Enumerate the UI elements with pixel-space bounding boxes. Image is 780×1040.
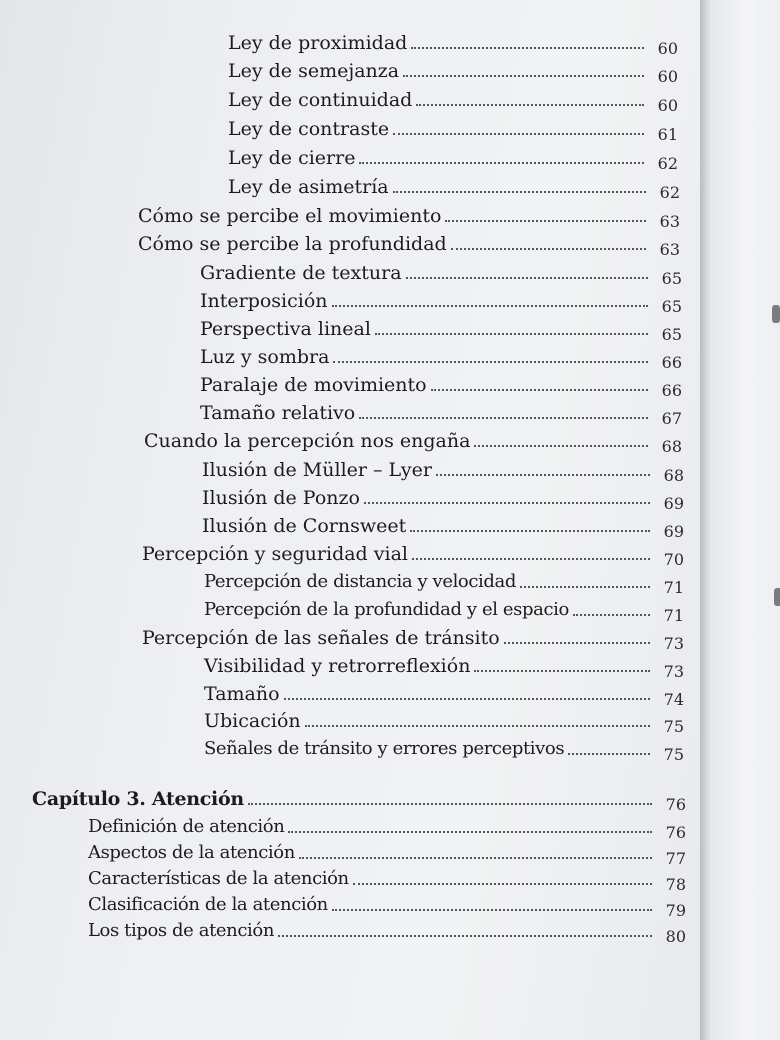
dot-leader: [278, 935, 652, 937]
dot-leader: [416, 104, 644, 106]
toc-entry-page: 63: [659, 240, 680, 259]
toc-entry-page: 77: [665, 849, 686, 868]
toc-entry-label: Aspectos de la atención: [88, 842, 295, 863]
dot-leader: [412, 558, 650, 560]
toc-entry-label: Señales de tránsito y errores perceptivos: [204, 738, 565, 759]
dot-leader: [332, 909, 652, 911]
toc-entry: [202, 485, 684, 513]
toc-entry: [200, 288, 682, 316]
toc-entry-page: 69: [663, 494, 684, 513]
toc-entry-page: 78: [665, 875, 686, 894]
toc-entry-label: Ilusión de Müller – Lyer: [202, 459, 432, 481]
toc-entry: [228, 116, 678, 144]
bleed-mark: [772, 305, 780, 323]
dot-leader: [410, 530, 650, 532]
toc-entry-page: 80: [665, 927, 686, 946]
toc-entry-page: 71: [663, 606, 684, 625]
toc-entry-label: Percepción de la profundidad y el espacio: [204, 599, 569, 620]
toc-entry-page: 60: [657, 96, 678, 115]
toc-entry: [204, 597, 684, 625]
dot-leader: [520, 586, 650, 588]
toc-entry: [138, 203, 680, 231]
dot-leader: [364, 502, 650, 504]
chapter-title: Capítulo 3. Atención: [32, 788, 244, 810]
toc-entry-label: Tamaño relativo: [200, 402, 356, 424]
toc-entry-label: Percepción y seguridad vial: [142, 543, 408, 565]
toc-entry: [228, 174, 680, 202]
toc-entry-page: 68: [661, 437, 682, 456]
toc-entry: [88, 866, 686, 894]
toc-entry: [228, 30, 678, 58]
toc-entry-label: Gradiente de textura: [200, 262, 402, 284]
toc-entry: [142, 625, 684, 653]
dot-leader: [375, 333, 648, 335]
toc-entry-label: Los tipos de atención: [88, 920, 275, 941]
toc-entry: [142, 541, 684, 569]
toc-entry-page: 75: [663, 717, 684, 736]
toc-entry-label: Luz y sombra: [200, 346, 330, 368]
toc-entry: [204, 736, 684, 764]
toc-entry: [228, 87, 678, 115]
toc-entry-page: 65: [661, 297, 682, 316]
toc-entry: [200, 260, 682, 288]
bleed-mark: [774, 588, 780, 606]
toc-entry-label: Cuando la percepción nos engaña: [144, 430, 471, 452]
toc-entry-label: Características de la atención: [88, 868, 349, 889]
dot-leader: [299, 857, 652, 859]
dot-leader: [436, 474, 650, 476]
toc-entry: [204, 653, 684, 681]
toc-entry-page: 67: [661, 409, 682, 428]
toc-entry-label: Paralaje de movimiento: [200, 374, 427, 396]
toc-entry-label: Ley de contraste: [228, 118, 390, 140]
toc-entry: [144, 428, 682, 456]
toc-entry: [204, 681, 684, 709]
toc-entry-page: 66: [661, 381, 682, 400]
toc-entry-label: Perspectiva lineal: [200, 318, 371, 340]
toc-entry-page: 71: [663, 578, 684, 597]
toc-entry-page: 75: [663, 745, 684, 764]
toc-entry-label: Visibilidad y retrorreflexión: [204, 655, 471, 677]
dot-leader: [474, 670, 650, 672]
toc-entry-label: Cómo se percibe la profundidad: [138, 233, 447, 255]
toc-entry: [202, 457, 684, 485]
toc-entry: [88, 814, 686, 842]
toc-entry-page: 73: [663, 662, 684, 681]
dot-leader: [568, 753, 650, 755]
dot-leader: [403, 75, 644, 77]
toc-entry: [200, 344, 682, 372]
toc-entry-page: 74: [663, 690, 684, 709]
toc-entry-page: 66: [661, 353, 682, 372]
chapter-heading: [32, 786, 686, 814]
toc-entry-page: 62: [657, 154, 678, 173]
dot-leader: [359, 417, 648, 419]
dot-leader: [451, 248, 646, 250]
toc-entry-label: Ilusión de Ponzo: [202, 487, 360, 509]
toc-entry-label: Ley de asimetría: [228, 176, 389, 198]
toc-entry-label: Ley de proximidad: [228, 32, 408, 54]
toc-entry-page: 65: [661, 325, 682, 344]
toc-entry: [88, 918, 686, 946]
toc-entry-page: 61: [657, 125, 678, 144]
toc-entry-label: Ubicación: [204, 710, 301, 732]
toc-entry-label: Cómo se percibe el movimiento: [138, 205, 442, 227]
dot-leader: [333, 361, 648, 363]
toc-entry: [200, 400, 682, 428]
toc-entry: [200, 316, 682, 344]
toc-entry-label: Ley de semejanza: [228, 60, 400, 82]
toc-entry-page: 76: [665, 823, 686, 842]
dot-leader: [474, 445, 648, 447]
toc-entry: [204, 569, 684, 597]
dot-leader: [406, 277, 648, 279]
dot-leader: [445, 220, 646, 222]
page-edge: [700, 0, 780, 1040]
dot-leader: [284, 698, 650, 700]
toc-entry: [228, 145, 678, 173]
toc-entry-label: Definición de atención: [88, 816, 285, 837]
toc-entry-page: 60: [657, 39, 678, 58]
toc-entry: [228, 58, 678, 86]
dot-leader: [504, 642, 650, 644]
dot-leader: [411, 47, 644, 49]
toc-entry-page: 65: [661, 269, 682, 288]
toc-entry: [88, 840, 686, 868]
toc-entry: [138, 231, 680, 259]
toc-entry-page: 70: [663, 550, 684, 569]
toc-entry-label: Tamaño: [204, 683, 280, 705]
toc-entry-label: Ilusión de Cornsweet: [202, 515, 407, 537]
toc-entry-label: Interposición: [200, 290, 328, 312]
toc-entry: [88, 892, 686, 920]
toc-entry-page: 76: [665, 795, 686, 814]
toc-entry-page: 69: [663, 522, 684, 541]
dot-leader: [332, 305, 648, 307]
toc-entry-label: Clasificación de la atención: [88, 894, 328, 915]
toc-entry-label: Ley de continuidad: [228, 89, 413, 111]
toc-entry-page: 63: [659, 212, 680, 231]
dot-leader: [288, 831, 652, 833]
toc-entry: [204, 708, 684, 736]
toc-entry-label: Percepción de distancia y velocidad: [204, 571, 516, 592]
toc-entry-label: Ley de cierre: [228, 147, 356, 169]
dot-leader: [305, 725, 650, 727]
toc-entry-page: 68: [663, 466, 684, 485]
dot-leader: [431, 389, 648, 391]
dot-leader: [393, 133, 644, 135]
dot-leader: [393, 191, 646, 193]
toc-entry-page: 62: [659, 183, 680, 202]
toc-entry-page: 73: [663, 634, 684, 653]
toc-entry-label: Percepción de las señales de tránsito: [142, 627, 500, 649]
dot-leader: [573, 614, 650, 616]
dot-leader: [248, 803, 652, 805]
dot-leader: [359, 162, 644, 164]
toc-entry-page: 79: [665, 901, 686, 920]
toc-entry-page: 60: [657, 67, 678, 86]
toc-entry: [200, 372, 682, 400]
toc-entry: [202, 513, 684, 541]
dot-leader: [353, 883, 652, 885]
